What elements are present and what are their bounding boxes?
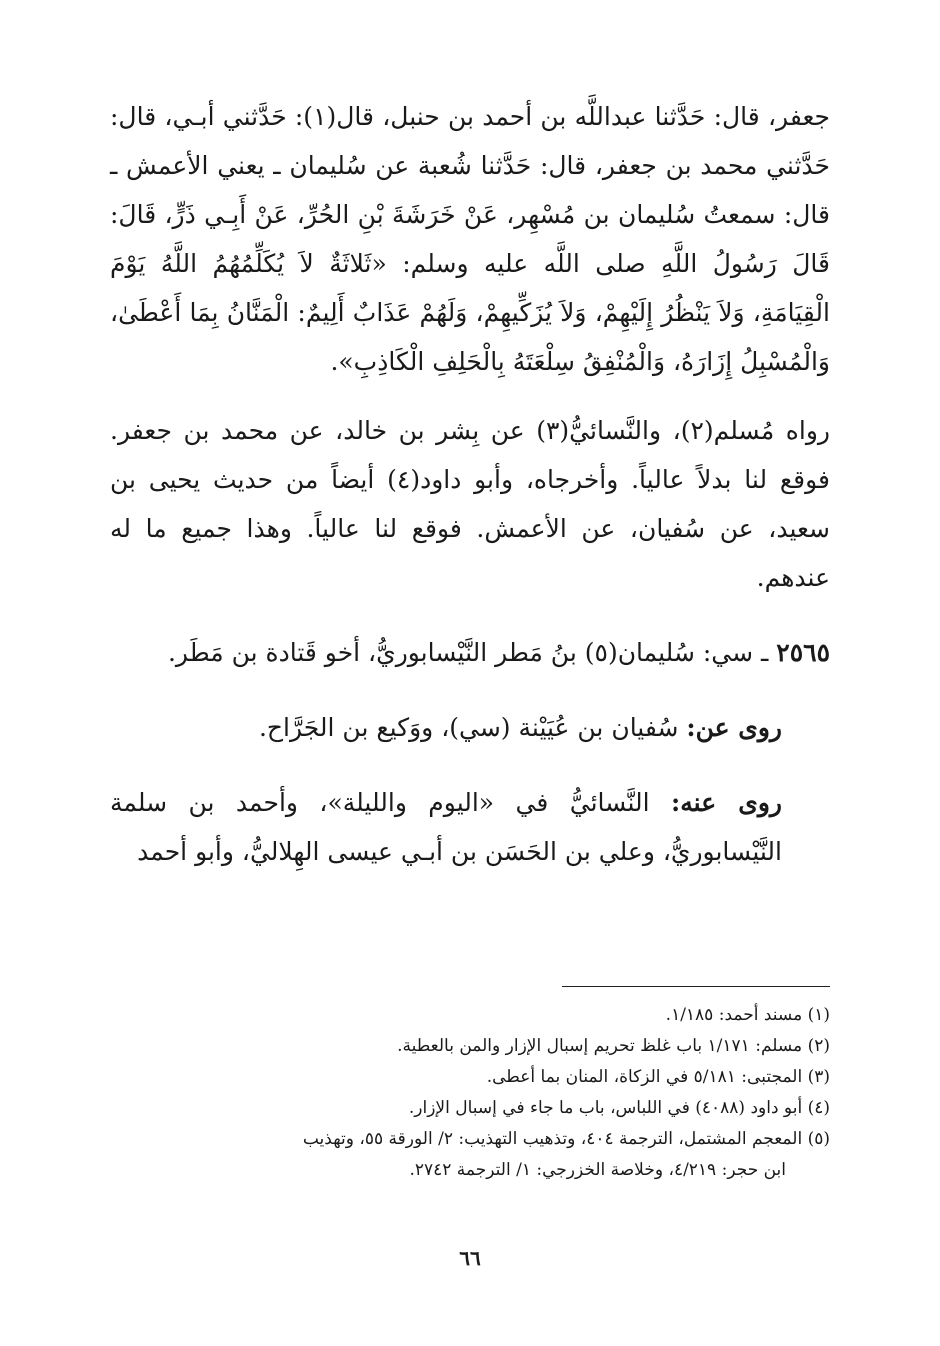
footnote <box>110 1031 830 1062</box>
entry-number: ٢٥٦٥ <box>776 638 830 667</box>
footnote-number: (٥) <box>807 1129 830 1149</box>
footnote-continuation: ابن حجر: ٤/٢١٩، وخلاصة الخزرجي: ١/ الترجمة ٢٧٤٢. <box>409 1160 786 1180</box>
footnote-text: المعجم المشتمل، الترجمة ٤٠٤، وتذهيب التهذيب: ٢/ الورقة ٥٥، وتهذيب <box>302 1129 803 1149</box>
narrated-from-label: روى عن: <box>686 713 782 742</box>
footnote-number: (٣) <box>807 1067 830 1087</box>
takhrij-paragraph: رواه مُسلم(٢)، والنَّسائيُّ(٣) عن بِشر بن خالد، عن محمد بن جعفر. فوقع لنا بدلاً عالياً. وأخرجاه، وأبو داود(٤) أيضاً من حديث يحيى بن سعيد، عن سُفيان، عن الأعمش. فوقع لنا عالياً. وهذا جميع ما له عندهم. <box>110 416 830 592</box>
footnote <box>110 1093 830 1124</box>
footnote-text: المجتبى: ٥/١٨١ في الزكاة، المنان بما أعطى. <box>486 1067 803 1087</box>
entry-text: ـ سي: سُليمان(٥) بنُ مَطر النَّيْسابوريُّ، أخو قَتادة بن مَطَر. <box>167 638 769 667</box>
narrated-from <box>110 703 830 752</box>
footnote-text: أبو داود (٤٠٨٨) في اللباس، باب ما جاء في إسبال الإزار. <box>408 1098 803 1118</box>
footnote-number: (٢) <box>807 1036 830 1056</box>
narrated-by-text: النَّسائيُّ في «اليوم والليلة»، وأحمد بن سلمة النَّيْسابوريُّ، وعلي بن الحَسَن بن أبـي عيسى الهِلاليُّ، وأبو أحمد <box>110 788 782 866</box>
narrated-by <box>110 778 830 876</box>
footnote-text: مسلم: ١/١٧١ باب غلظ تحريم إسبال الإزار والمن بالعطية. <box>397 1036 803 1056</box>
footnote-divider <box>562 986 830 987</box>
footnote <box>110 1062 830 1093</box>
footnote-number: (٤) <box>807 1098 830 1118</box>
page-number: ٦٦ <box>459 1246 481 1270</box>
narrated-by-label: روى عنه: <box>671 788 783 817</box>
hadith-paragraph: جعفر، قال: حَدَّثنا عبداللَّه بن أحمد بن حنبل، قال(١): حَدَّثني أبـي، قال: حَدَّثني محمد بن جعفر، قال: حَدَّثنا شُعبة عن سُليمان ـ يعني الأعمش ـ قال: سمعتُ سُليمان بن مُسْهِر، عَنْ خَرَشَةَ بْنِ الحُرِّ، عَنْ أَبِـي ذَرٍّ، قَالَ: قَالَ رَسُولُ اللَّهِ صلى اللَّه عليه وسلم: «ثَلاثَةٌ لاَ يُكَلِّمُهُمُ اللَّهُ يَوْمَ الْقِيَامَةِ، وَلاَ يَنْظُرُ إِلَيْهِمْ، وَلاَ يُزَكِّيهِمْ، وَلَهُمْ عَذَابٌ أَلِيمٌ: الْمَنَّانُ بِمَا أَعْطَىٰ، وَالْمُسْبِلُ إِزَارَهُ، وَالْمُنْفِقُ سِلْعَتَهُ بِالْحَلِفِ الْكَاذِبِ». <box>110 102 830 376</box>
footnote <box>110 1000 830 1031</box>
footnote-text: مسند أحمد: ١/١٨٥. <box>665 1005 803 1025</box>
footnote <box>110 1124 830 1186</box>
footnote-number: (١) <box>807 1005 830 1025</box>
biography-entry <box>110 628 830 677</box>
main-text <box>110 92 830 896</box>
footnotes <box>110 1000 830 1186</box>
narrated-from-text: سُفيان بن عُيَيْنة (سي)، ووَكيع بن الجَرَّاح. <box>258 713 679 742</box>
